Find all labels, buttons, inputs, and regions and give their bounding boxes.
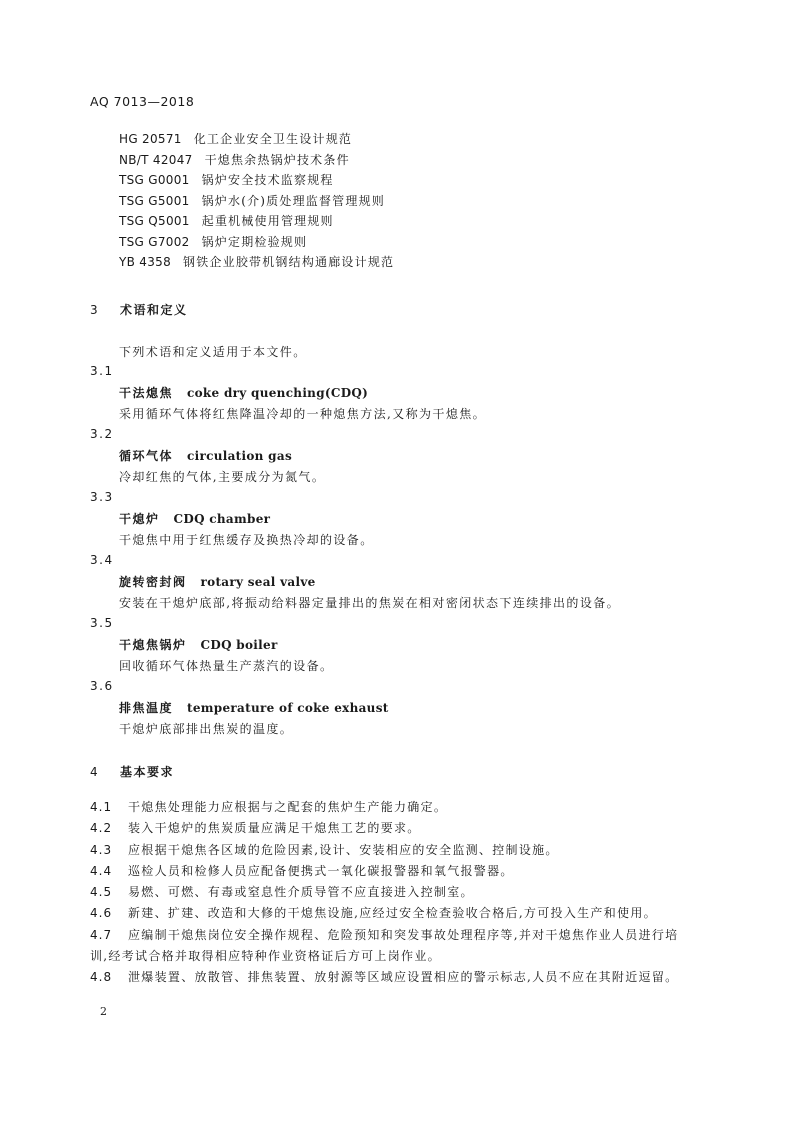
term-name-en: CDQ chamber — [173, 512, 271, 526]
term-name-zh: 旋转密封阀 — [119, 575, 187, 589]
reference-code: TSG G5001 — [119, 193, 190, 208]
reference-item — [119, 150, 394, 171]
reference-item — [119, 211, 394, 232]
reference-title: 钢铁企业胶带机钢结构通廊设计规范 — [183, 255, 395, 269]
reference-code: HG 20571 — [119, 132, 182, 146]
reference-title: 起重机械使用管理规则 — [201, 214, 334, 228]
section-4-heading — [90, 763, 174, 780]
term-definition: 干熄炉底部排出焦炭的温度。 — [119, 722, 294, 736]
reference-title: 锅炉定期检验规则 — [201, 234, 308, 249]
requirement-item — [90, 818, 710, 839]
section-title: 术语和定义 — [120, 303, 188, 317]
term-number: 3.5 — [90, 616, 114, 630]
requirement-item — [90, 840, 710, 861]
term-number: 3.4 — [90, 553, 114, 567]
requirement-text: 应根据干熄焦各区域的危险因素,设计、安装相应的安全监测、控制设施。 — [128, 842, 559, 857]
term-name-en: coke dry quenching(CDQ) — [187, 386, 369, 400]
term-title — [119, 636, 278, 653]
term-name-en: circulation gas — [187, 449, 292, 463]
reference-title: 锅炉安全技术监察规程 — [201, 173, 334, 187]
term-name-zh: 排焦温度 — [119, 701, 174, 715]
requirement-item — [90, 861, 710, 882]
term-entry — [90, 427, 710, 490]
requirement-number: 4.5 — [90, 885, 113, 900]
section-title: 基本要求 — [120, 765, 175, 779]
requirement-number: 4.2 — [90, 821, 113, 836]
term-entry — [90, 364, 710, 427]
requirement-text: 巡检人员和检修人员应配备便携式一氧化碳报警器和氧气报警器。 — [128, 863, 514, 878]
requirement-item — [90, 903, 710, 924]
term-title — [119, 447, 292, 464]
term-definition: 安装在干熄炉底部,将振动给料器定量排出的焦炭在相对密闭状态下连续排出的设备。 — [119, 596, 621, 610]
reference-title: 化工企业安全卫生设计规范 — [193, 132, 353, 146]
reference-code: TSG Q5001 — [119, 214, 190, 228]
requirement-text: 易燃、可燃、有毒或窒息性介质导管不应直接进入控制室。 — [128, 885, 474, 900]
requirement-number: 4.6 — [90, 906, 113, 921]
section-number: 4 — [90, 765, 100, 779]
term-name-en: CDQ boiler — [200, 638, 278, 652]
term-number: 3.3 — [90, 490, 114, 504]
term-name-en: temperature of coke exhaust — [187, 701, 389, 715]
term-definition: 采用循环气体将红焦降温冷却的一种熄焦方法,又称为干熄焦。 — [119, 407, 487, 421]
requirement-number: 4.1 — [90, 800, 113, 814]
term-number: 3.6 — [90, 679, 114, 693]
requirement-item — [90, 882, 710, 903]
requirement-number: 4.7 — [90, 927, 113, 942]
document-code: AQ 7013—2018 — [90, 94, 195, 109]
requirement-text: 应编制干熄焦岗位安全操作规程、危险预知和突发事故处理程序等,并对干熄焦作业人员进行培 — [128, 927, 679, 942]
reference-item — [119, 129, 394, 150]
terms-list — [90, 364, 710, 742]
page-number: 2 — [100, 1005, 107, 1018]
reference-item — [119, 191, 394, 212]
term-title — [119, 510, 270, 527]
term-name-zh: 干法熄焦 — [119, 386, 174, 400]
reference-code: TSG G0001 — [119, 173, 190, 187]
reference-item — [119, 170, 394, 191]
section-3-heading — [90, 301, 188, 318]
term-number: 3.1 — [90, 364, 114, 378]
requirements-list — [90, 797, 710, 989]
reference-code: TSG G7002 — [119, 234, 190, 249]
term-name-zh: 干熄焦锅炉 — [119, 638, 187, 652]
reference-item — [119, 252, 394, 273]
requirement-item — [90, 967, 710, 988]
requirement-text: 新建、扩建、改造和大修的干熄焦设施,应经过安全检查验收合格后,方可投入生产和使用。 — [128, 906, 657, 921]
term-definition: 回收循环气体热量生产蒸汽的设备。 — [119, 659, 334, 673]
reference-title: 锅炉水(介)质处理监督管理规则 — [201, 193, 385, 208]
term-number: 3.2 — [90, 427, 114, 441]
section-number: 3 — [90, 303, 100, 317]
requirement-text: 泄爆装置、放散管、排焦装置、放射源等区域应设置相应的警示标志,人员不应在其附近逗留。 — [128, 970, 679, 985]
requirement-number: 4.4 — [90, 863, 113, 878]
requirement-item — [90, 925, 710, 946]
term-name-zh: 循环气体 — [119, 449, 174, 463]
reference-code: YB 4358 — [119, 255, 172, 269]
requirement-text: 装入干熄炉的焦炭质量应满足干熄焦工艺的要求。 — [128, 821, 421, 836]
term-entry — [90, 553, 710, 616]
term-definition: 干熄焦中用于红焦缓存及换热冷却的设备。 — [119, 533, 374, 547]
requirement-continuation: 训,经考试合格并取得相应特种作业资格证后方可上岗作业。 — [90, 949, 441, 964]
requirement-number: 4.8 — [90, 970, 113, 985]
requirement-number: 4.3 — [90, 842, 113, 857]
reference-code: NB/T 42047 — [119, 152, 193, 167]
normative-references-list — [119, 129, 394, 273]
requirement-text: 干熄焦处理能力应根据与之配套的焦炉生产能力确定。 — [128, 800, 448, 814]
term-entry — [90, 616, 710, 679]
term-name-en: rotary seal valve — [200, 575, 316, 589]
term-name-zh: 干熄炉 — [119, 512, 160, 526]
requirement-item — [90, 797, 710, 818]
term-title — [119, 573, 316, 590]
term-title — [119, 699, 389, 716]
term-entry — [90, 490, 710, 553]
term-title — [119, 384, 368, 401]
reference-item — [119, 232, 394, 253]
reference-title: 干熄焦余热锅炉技术条件 — [204, 152, 350, 167]
section-3-intro: 下列术语和定义适用于本文件。 — [119, 345, 307, 359]
term-definition: 冷却红焦的气体,主要成分为氮气。 — [119, 470, 326, 484]
term-entry — [90, 679, 710, 742]
